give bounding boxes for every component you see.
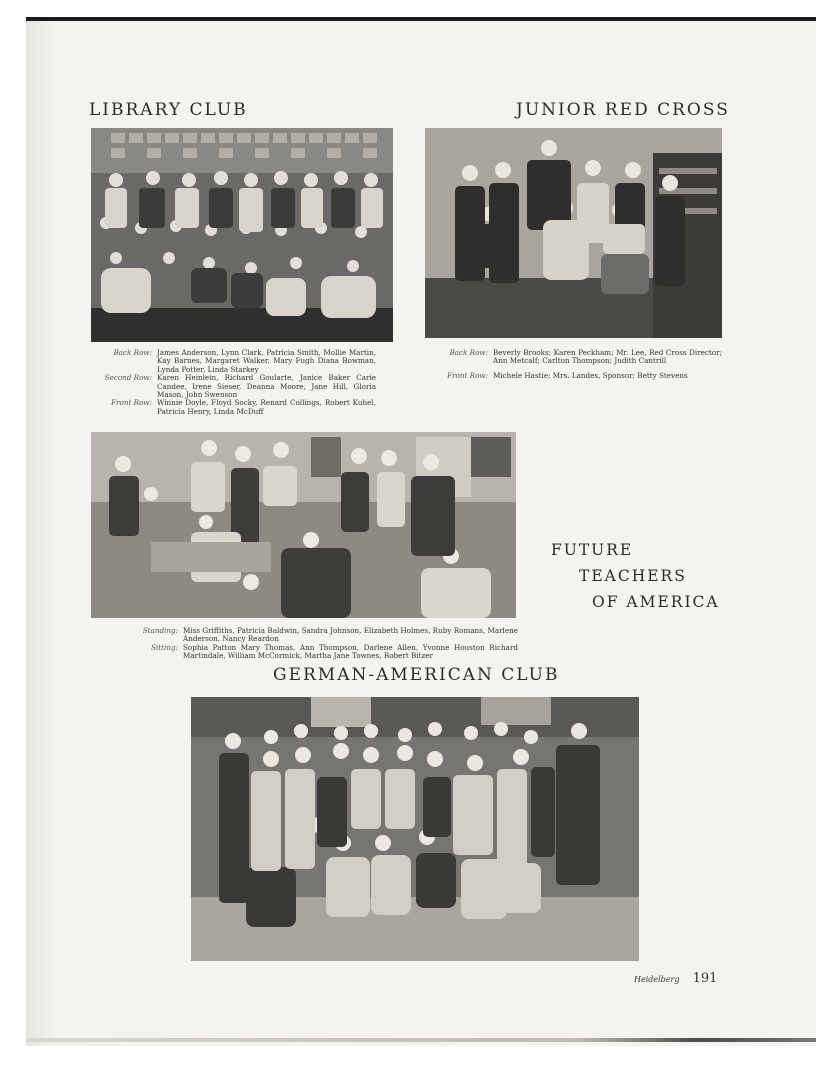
fta-caption-standing (118, 627, 518, 644)
junior-red-cross-caption (424, 349, 722, 380)
caption-label: Front Row: (111, 398, 152, 408)
future-teachers-title-line-1: FUTURE (551, 541, 634, 559)
junior-red-cross-photo-image (425, 128, 722, 338)
library-club-photo (91, 128, 393, 342)
page-footer (634, 967, 717, 986)
caption-label: Sitting: (151, 642, 178, 652)
library-caption-second-row (90, 374, 376, 399)
red-cross-caption-front-row (424, 372, 722, 380)
caption-names: Karen Heinlein, Richard Goularte, Janice Baker Carie Candee, Irene Sieser, Deanna Moore, Jane Hill, Gloria Mason, John Swenson (157, 373, 376, 400)
caption-label: Front Row: (447, 370, 488, 380)
junior-red-cross-title: JUNIOR RED CROSS (516, 100, 730, 120)
footer-school-name: Heidelberg (634, 975, 680, 984)
caption-names: Michele Hastie; Mrs. Landes, Sponsor; Betty Stevens (493, 370, 688, 380)
page-bottom-edge (26, 1038, 816, 1042)
caption-names: Winnie Doyle, Floyd Socky, Renard Collings, Robert Kuhel, Patricia Henry, Linda McDuff (157, 398, 376, 416)
library-caption-front-row (90, 399, 376, 416)
german-american-club-title: GERMAN-AMERICAN CLUB (273, 665, 560, 685)
future-teachers-title-line-2: TEACHERS (579, 567, 687, 585)
caption-names: Beverly Brooks; Karen Peckham; Mr. Lee, Red Cross Director; Ann Metcalf; Carlton Thompson; Judith Cantrill (493, 348, 722, 366)
caption-names: Sophia Patton Mary Thomas, Ann Thompson, Darlene Allen, Yvonne Houston Richard Martindale, William McCormick, Martha Jane Townes, Robert Bitzer (183, 642, 518, 661)
caption-label: Back Row: (449, 348, 488, 357)
future-teachers-title-line-3: OF AMERICA (592, 593, 720, 611)
future-teachers-caption (118, 627, 518, 661)
caption-names: Miss Griffiths, Patricia Baldwin, Sandra Johnson, Elizabeth Holmes, Ruby Romans, Marlene Anderson, Nancy Reardon (183, 626, 518, 644)
caption-label: Back Row: (113, 348, 152, 357)
library-caption-back-row (90, 349, 376, 374)
caption-names: James Anderson, Lynn Clark, Patricia Smith, Mollie Martin, Kay Barnes, Margaret Walker, Mary Fugh Diana Bowman, Lynda Potter, Linda Starkey (157, 348, 376, 374)
library-club-photo-image (91, 128, 393, 342)
caption-label: Standing: (142, 626, 178, 635)
page-number: 191 (692, 971, 718, 986)
caption-label: Second Row: (104, 373, 152, 383)
library-club-caption (90, 349, 376, 416)
german-american-club-photo (191, 697, 639, 961)
future-teachers-photo-image (91, 432, 516, 618)
red-cross-caption-back-row (424, 349, 722, 366)
page-shadow (26, 21, 56, 1046)
fta-caption-sitting (118, 644, 518, 661)
library-club-title: LIBRARY CLUB (89, 100, 248, 120)
future-teachers-photo (91, 432, 516, 618)
junior-red-cross-photo (425, 128, 722, 338)
german-american-club-photo-image (191, 697, 639, 961)
